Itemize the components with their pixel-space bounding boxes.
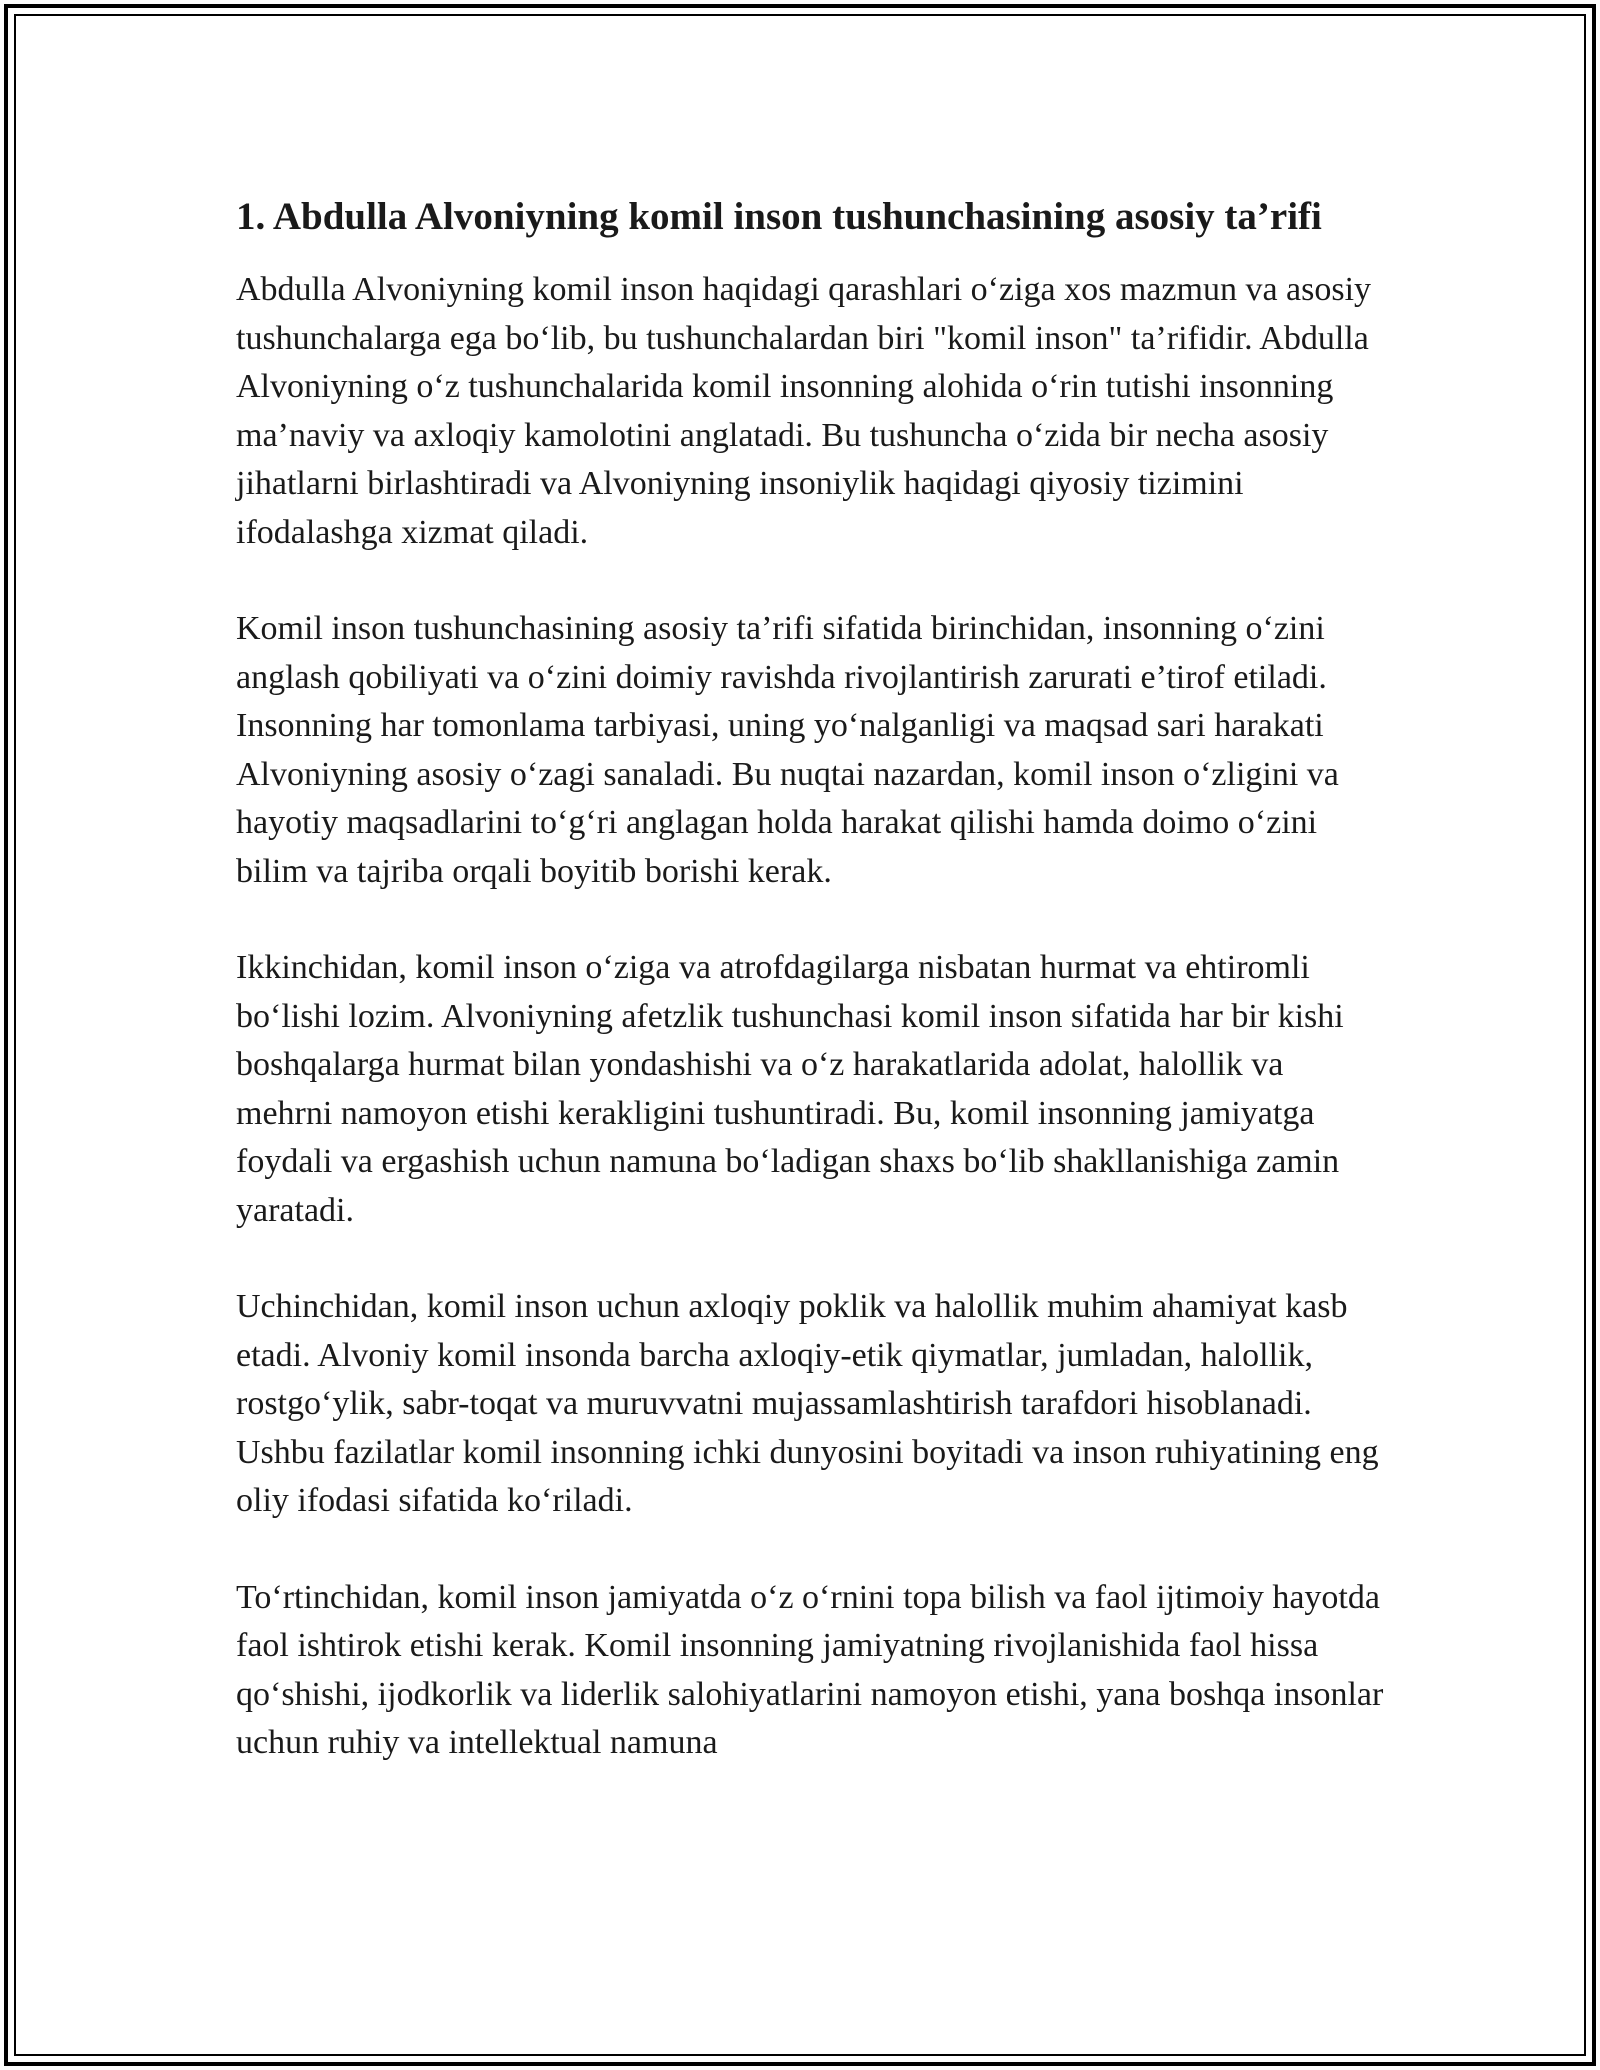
paragraph-3: Ikkinchidan, komil inson o‘ziga va atrofdagilarga nisbatan hurmat va ehtiromli bo‘lishi lozim. Alvoniyning afetzlik tushunchasi komil inson sifatida har bir kishi boshqalarga hurmat bilan yondashishi va o‘z harakatlarida adolat, halollik va mehrni namoyon etishi kerakligini tushuntiradi. Bu, komil insonning jamiyatga foydali va ergashish uchun namuna bo‘ladigan shaxs bo‘lib shakllanishiga zamin yaratadi. xyxy=(236,949,1344,1229)
paragraph-1: Abdulla Alvoniyning komil inson haqidagi qarashlari o‘ziga xos mazmun va asosiy tushunchalarga ega bo‘lib, bu tushunchalardan biri "komil inson" ta’rifidir. Abdulla Alvoniyning o‘z tushunchalarida komil insonning alohida o‘rin tutishi insonning ma’naviy va axloqiy kamolotini anglatadi. Bu tushuncha o‘zida bir necha asosiy jihatlarni birlashtiradi va Alvoniyning insoniylik haqidagi qiyosiy tizimini ifodalashga xizmat qiladi. xyxy=(236,271,1372,551)
paragraph-4: Uchinchidan, komil inson uchun axloqiy poklik va halollik muhim ahamiyat kasb etadi. Alvoniy komil insonda barcha axloqiy-etik qiymatlar, jumladan, halollik, rostgo‘ylik, sabr-toqat va muruvvatni mujassamlashtirish tarafdori hisoblanadi. Ushbu fazilatlar komil insonning ichki dunyosini boyitadi va inson ruhiyatining eng oliy ifodasi sifatida ko‘riladi. xyxy=(236,1288,1379,1519)
document-body xyxy=(236,190,1386,1816)
section-heading: 1. Abdulla Alvoniyning komil inson tushunchasining asosiy ta’rifi xyxy=(236,195,1322,238)
paragraph-2: Komil inson tushunchasining asosiy ta’rifi sifatida birinchidan, insonning o‘zini anglash qobiliyati va o‘zini doimiy ravishda rivojlantirish zarurati e’tirof etiladi. Insonning har tomonlama tarbiyasi, uning yo‘nalganligi va maqsad sari harakati Alvoniyning asosiy o‘zagi sanaladi. Bu nuqtai nazardan, komil inson o‘zligini va hayotiy maqsadlarini to‘g‘ri anglagan holda harakat qilishi hamda doimo o‘zini bilim va tajriba orqali boyitib borishi kerak. xyxy=(236,610,1339,890)
paragraph-5: To‘rtinchidan, komil inson jamiyatda o‘z o‘rnini topa bilish va faol ijtimoiy hayotda faol ishtirok etishi kerak. Komil insonning jamiyatning rivojlanishida faol hissa qo‘shishi, ijodkorlik va liderlik salohiyatlarini namoyon etishi, yana boshqa insonlar uchun ruhiy va intellektual namuna xyxy=(236,1578,1384,1761)
